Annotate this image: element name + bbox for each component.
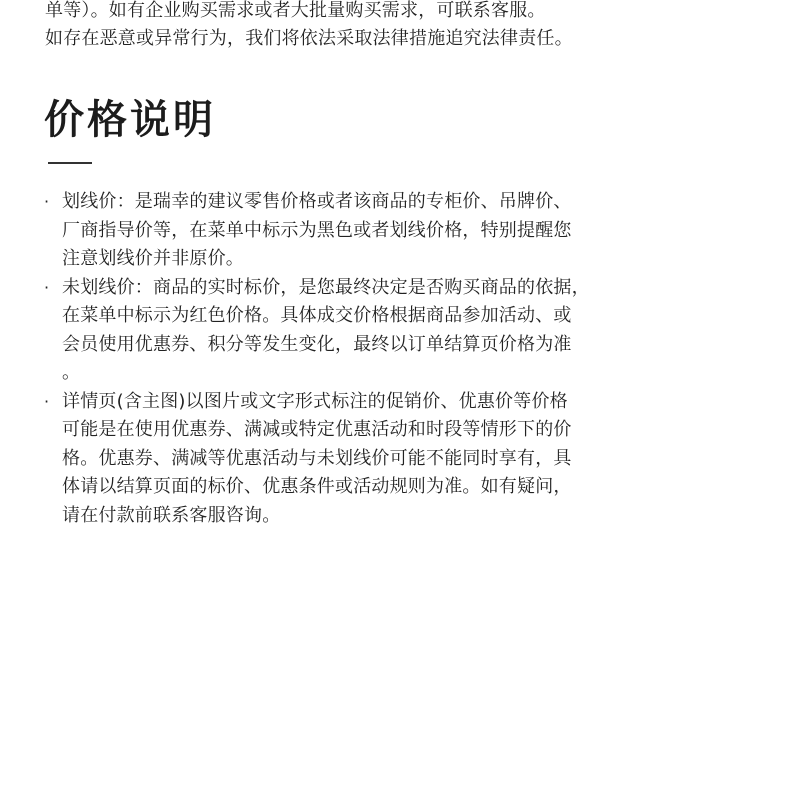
item-line: 注意划线价并非原价。 <box>62 248 244 269</box>
item-line: 。 <box>62 362 81 383</box>
item-line: 格。优惠券、满减等优惠活动与未划线价可能不能同时享有，具 <box>62 447 572 469</box>
list-item <box>40 188 760 274</box>
item-line: 请在付款前联系客服咨询。 <box>62 504 281 526</box>
bullet-icon: · <box>44 192 50 211</box>
bullet-icon: · <box>44 391 50 411</box>
list-item <box>40 388 760 531</box>
item-line: 会员使用优惠券、积分等发生变化，最终以订单结算页价格为准 <box>62 333 572 355</box>
item-line: 未划线价：商品的实时标价，是您最终决定是否购买商品的依据， <box>62 276 590 298</box>
item-line: 可能是在使用优惠券、满减或特定优惠活动和时段等情形下的价 <box>62 419 572 440</box>
bullet-icon: · <box>44 277 50 297</box>
list-item <box>40 274 760 388</box>
section-title: 价格说明 <box>44 97 216 143</box>
intro-text <box>45 2 765 53</box>
item-line: 体请以结算页面的标价、优惠条件或活动规则为准。如有疑问， <box>62 476 572 497</box>
item-line: 在菜单中标示为红色价格。具体成交价格根据商品参加活动、或 <box>62 305 572 326</box>
title-divider <box>48 162 92 164</box>
price-notes-list <box>40 188 760 530</box>
item-line: 详情页(含主图)以图片或文字形式标注的促销价、优惠价等价格 <box>62 390 568 412</box>
intro-line: 单等）。如有企业购买需求或者大批量购买需求，可联系客服。 <box>45 0 546 21</box>
item-line: 厂商指导价等，在菜单中标示为黑色或者划线价格，特别提醒您 <box>62 219 572 241</box>
intro-line: 如存在恶意或异常行为，我们将依法采取法律措施追究法律责任。 <box>45 28 573 49</box>
item-line: 划线价：是瑞幸的建议零售价格或者该商品的专柜价、吊牌价、 <box>62 191 572 212</box>
